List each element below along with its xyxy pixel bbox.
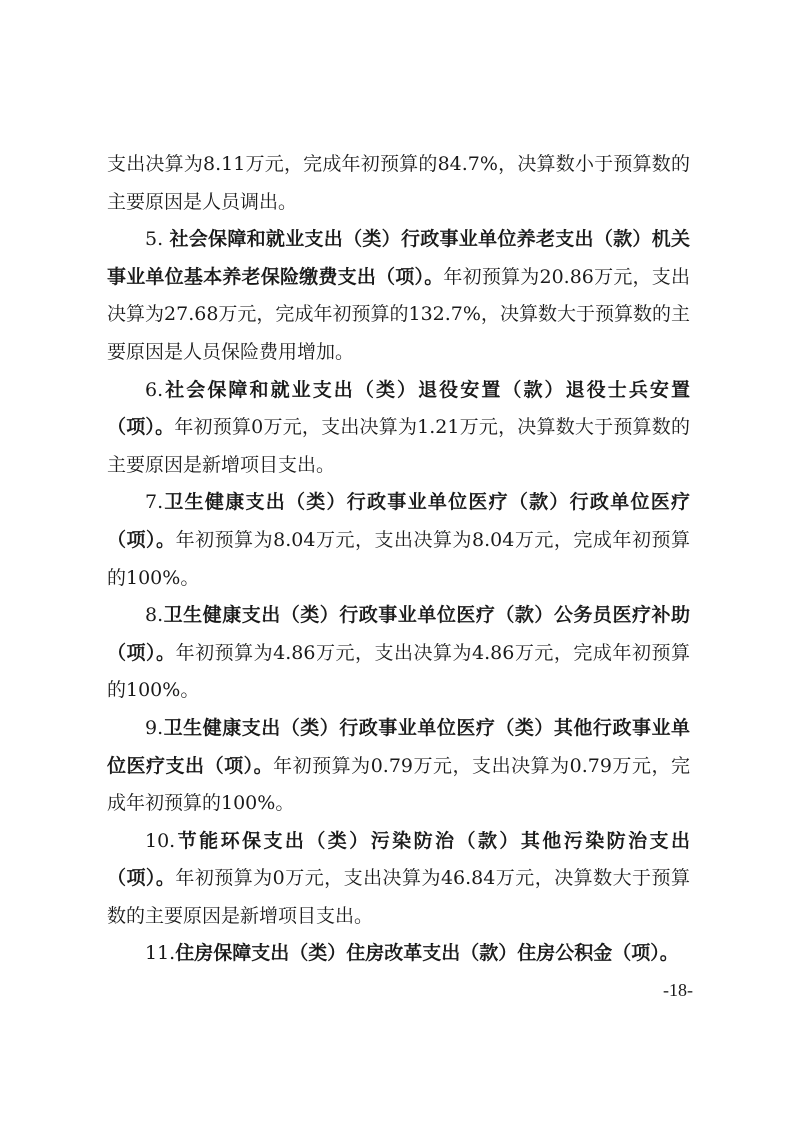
item-paragraph-6 [107,372,690,485]
item-body: 年初预算为8.04万元，支出决算为8.04万元，完成年初预算的100%。 [107,528,690,589]
item-number: 8. [145,604,164,627]
item-title: 社会保障和就业支出（类）退役安置（款）退役士兵安置（项）。 [107,378,690,439]
item-body: 年初预算为20.86万元，支出决算为27.68万元，完成年初预算的132.7%，决算数大于预算数的主要原因是人员保险费用增加。 [107,265,690,363]
item-number: 11. [145,942,176,965]
item-paragraph-9 [107,710,690,823]
item-paragraph-8 [107,597,690,710]
item-body: 年初预算为4.86万元，支出决算为4.86万元，完成年初预算的100%。 [107,641,690,702]
item-number: 5. [145,228,170,251]
intro-paragraph: 支出决算为8.11万元，完成年初预算的84.7%，决算数小于预算数的主要原因是人员调出。 [107,153,690,213]
item-number: 6. [145,378,164,401]
item-body: 年初预算0万元，支出决算为1.21万元，决算数大于预算数的主要原因是新增项目支出。 [107,416,690,476]
item-number: 7. [145,491,164,514]
item-number: 9. [145,716,164,739]
page-number: -18- [663,980,693,1000]
item-number: 10. [145,829,176,852]
item-paragraph-11 [107,935,690,973]
item-body: 年初预算为0万元，支出决算为46.84万元，决算数大于预算数的主要原因是新增项目支出。 [107,867,690,927]
item-title: 社会保障和就业支出（类）行政事业单位养老支出（款）机关事业单位基本养老保险缴费支出（项）。 [107,228,690,288]
item-body: 年初预算为0.79万元，支出决算为0.79万元，完成年初预算的100%。 [107,754,690,815]
item-title: 住房保障支出（类）住房改革支出（款）住房公积金（项）。 [175,942,679,965]
item-title: 卫生健康支出（类）行政事业单位医疗（类）其他行政事业单位医疗支出（项）。 [107,716,690,777]
item-paragraph-5 [107,221,690,371]
item-paragraph-10 [107,823,690,936]
item-paragraph-7 [107,484,690,597]
item-title: 卫生健康支出（类）行政事业单位医疗（款）行政单位医疗（项）。 [107,491,690,551]
body-text [107,146,690,973]
item-title: 卫生健康支出（类）行政事业单位医疗（款）公务员医疗补助（项）。 [107,604,690,664]
item-title: 节能环保支出（类）污染防治（款）其他污染防治支出（项）。 [107,829,690,890]
